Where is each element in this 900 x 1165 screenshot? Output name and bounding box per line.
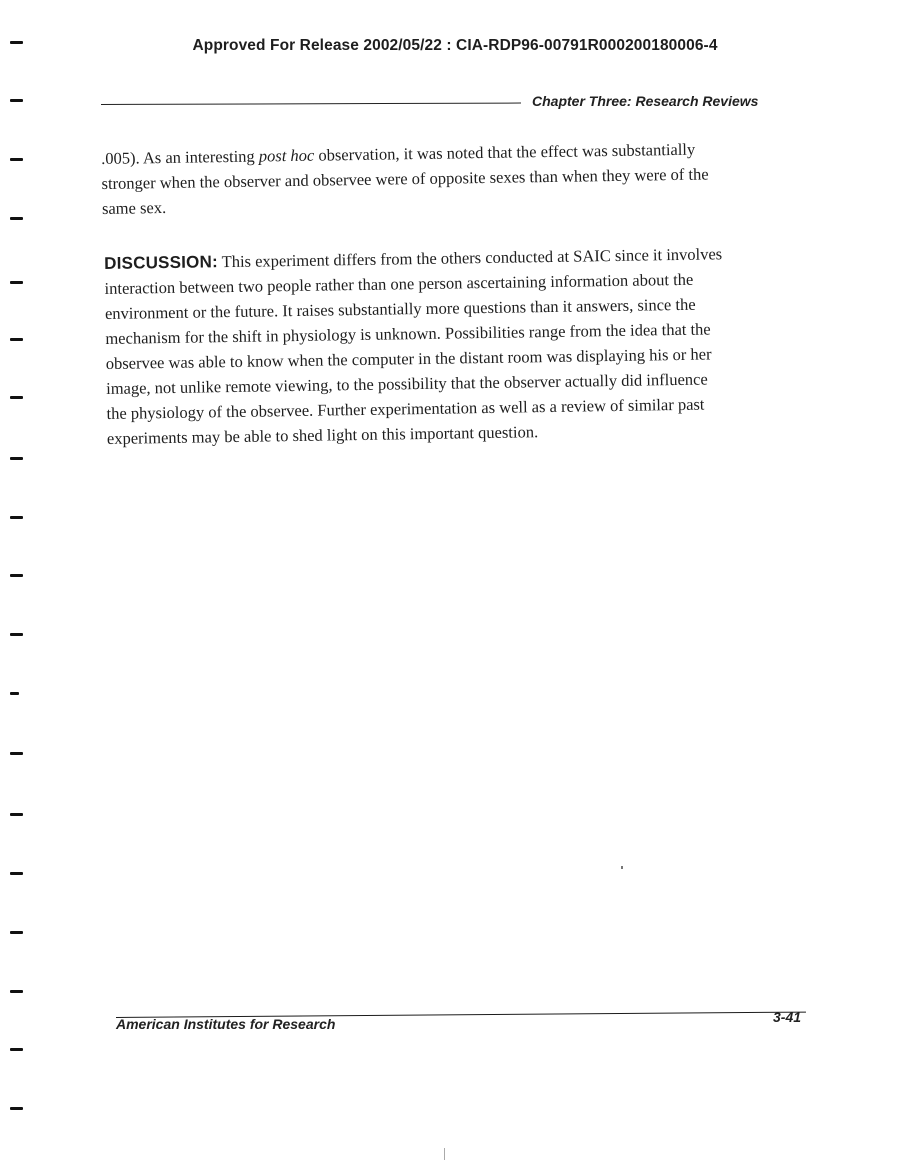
discussion-label: DISCUSSION: — [104, 252, 218, 273]
header-rule — [101, 103, 521, 105]
text-line: experiments may be able to shed light on this important question. — [106, 422, 539, 448]
margin-mark — [10, 99, 23, 102]
text-line: mechanism for the shift in physiology is unknown. Possibilities range from the idea that the — [105, 319, 711, 348]
margin-mark — [10, 1048, 23, 1051]
margin-mark — [10, 281, 23, 284]
discussion-paragraph — [104, 240, 797, 451]
italic-term: post hoc — [258, 145, 315, 166]
release-banner-top: Approved For Release 2002/05/22 : CIA-RDP96-00791R000200180006-4 — [192, 37, 718, 54]
margin-mark — [10, 633, 23, 636]
text-line: environment or the future. It raises substantially more questions than it answers, since the — [104, 294, 696, 323]
text-line: same sex. — [101, 197, 167, 218]
text-line: image, not unlike remote viewing, to the possibility that the observer actually did influence — [106, 369, 708, 398]
margin-mark — [10, 990, 23, 993]
margin-mark — [10, 752, 23, 755]
text-line: the physiology of the observee. Further experimentation as well as a review of similar past — [106, 394, 705, 423]
text-line: .005). As an interesting post hoc observation, it was noted that the effect was substantially — [101, 139, 696, 168]
paragraph-continuation — [101, 135, 792, 221]
margin-mark — [10, 457, 23, 460]
margin-mark — [10, 931, 23, 934]
footer-organization: American Institutes for Research — [116, 1016, 336, 1032]
margin-mark — [10, 813, 23, 816]
binder-hole-marks — [10, 0, 40, 1165]
margin-mark — [10, 338, 23, 341]
margin-mark — [10, 516, 23, 519]
scan-speck — [621, 866, 623, 869]
margin-mark — [10, 1107, 23, 1110]
margin-mark — [10, 574, 23, 577]
margin-mark — [10, 217, 23, 220]
margin-mark — [10, 41, 23, 44]
chapter-title: Chapter Three: Research Reviews — [532, 93, 759, 109]
text-line: DISCUSSION: This experiment differs from the others conducted at SAIC since it involves — [104, 244, 723, 273]
page-number: 3-41 — [773, 1009, 802, 1025]
scan-speck — [444, 1148, 445, 1160]
margin-mark — [10, 692, 19, 695]
text-line: observee was able to know when the computer in the distant room was displaying his or her — [105, 344, 712, 373]
margin-mark — [10, 872, 23, 875]
margin-mark — [10, 158, 23, 161]
text-line: interaction between two people rather than one person ascertaining information about the — [104, 269, 694, 298]
text-line: stronger when the observer and observee were of opposite sexes than when they were of the — [101, 164, 709, 193]
margin-mark — [10, 396, 23, 399]
